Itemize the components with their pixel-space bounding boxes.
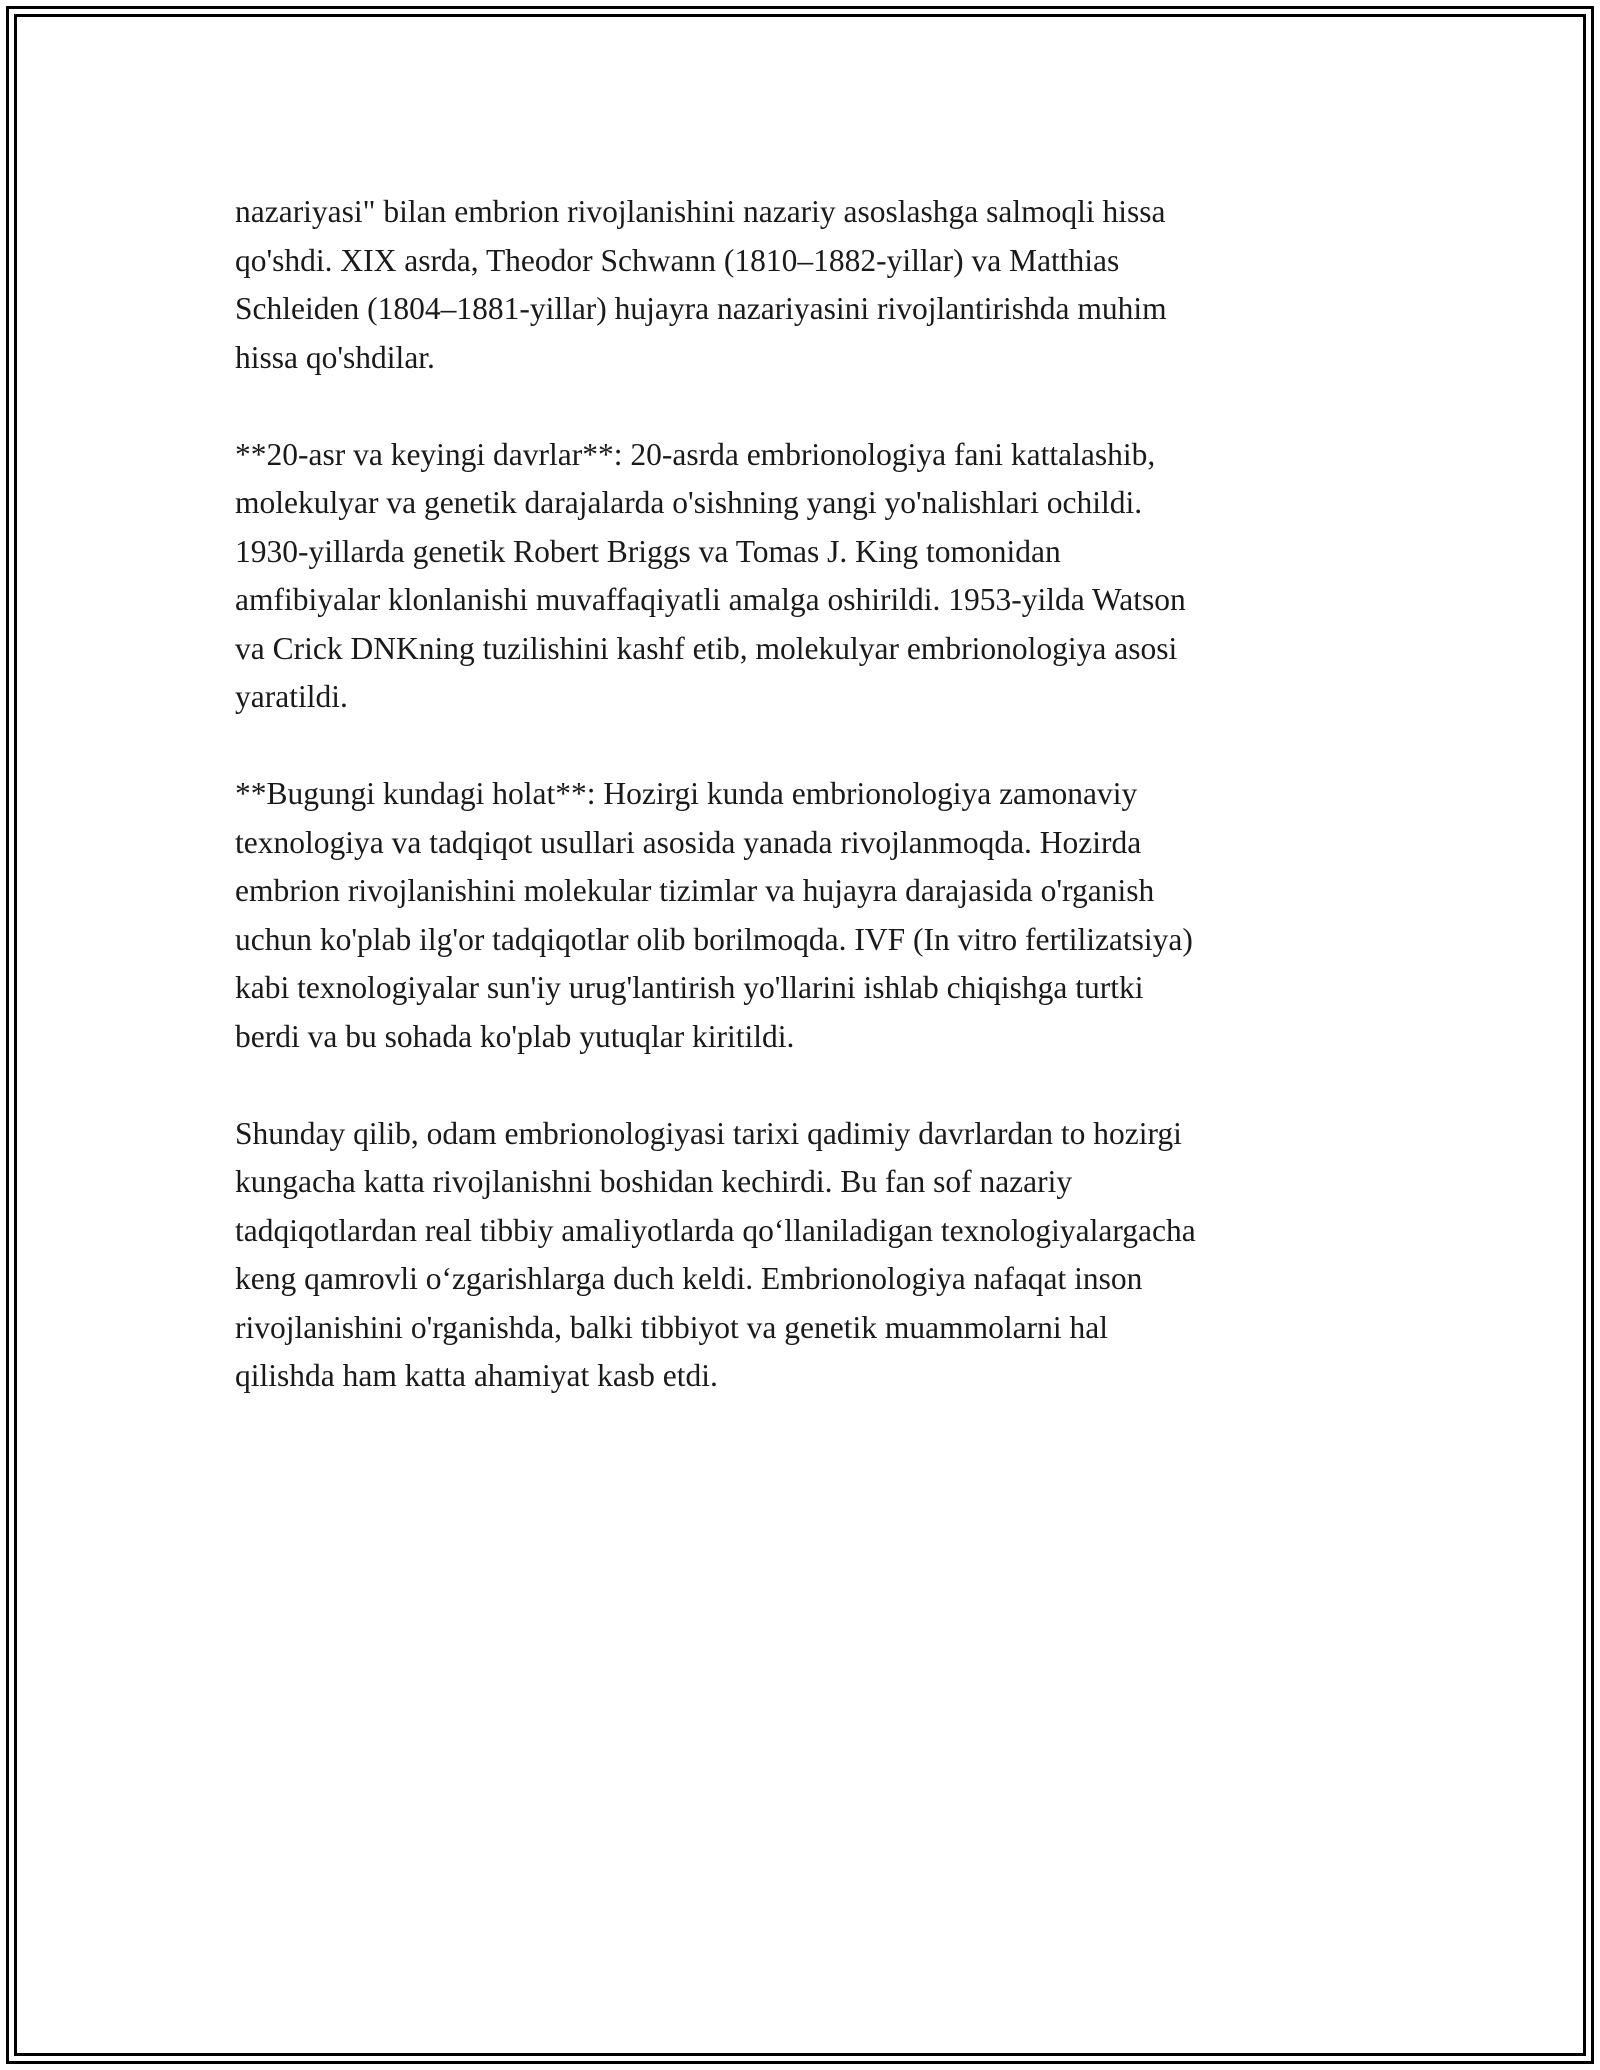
paragraph-current-state: **Bugungi kundagi holat**: Hozirgi kunda embrionologiya zamonaviy texnologiya va tadqiqot usullari asosida yanada rivojlanmoqda. Hozirda embrion rivojlanishini molekular tizimlar va hujayra darajasida o'rganish uchun ko'plab ilg'or tadqiqotlar olib borilmoqda. IVF (In vitro fertilizatsiya) kabi texnologiyalar sun'iy urug'lantirish yo'llarini ishlab chiqishga turtki berdi va bu sohada ko'plab yutuqlar kiritildi. [235, 776, 1193, 1054]
paragraph-conclusion: Shunday qilib, odam embrionologiyasi tarixi qadimiy davrlardan to hozirgi kungacha katta rivojlanishni boshidan kechirdi. Bu fan sof nazariy tadqiqotlardan real tibbiy amaliyotlarda qo‘llaniladigan texnologiyalargacha keng qamrovli o‘zgarishlarga duch keldi. Embrionologiya nafaqat inson rivojlanishini o'rganishda, balki tibbiyot va genetik muammolarni hal qilishda ham katta ahamiyat kasb etdi. [235, 1115, 1196, 1393]
paragraph-cell-theory: nazariyasi" bilan embrion rivojlanishini nazariy asoslashga salmoqli hissa qo'shdi. XIX asrda, Theodor Schwann (1810–1882-yillar) va Matthias Schleiden (1804–1881-yillar) hujayra nazariyasini rivojlantirishda muhim hissa qo'shdilar. [235, 194, 1167, 375]
document-body [235, 188, 1365, 1449]
paragraph-20th-century: **20-asr va keyingi davrlar**: 20-asrda embrionologiya fani kattalashib, molekulyar va genetik darajalarda o'sishning yangi yo'nalishlari ochildi. 1930-yillarda genetik Robert Briggs va Tomas J. King tomonidan amfibiyalar klonlanishi muvaffaqiyatli amalga oshirildi. 1953-yilda Watson va Crick DNKning tuzilishini kashf etib, molekulyar embrionologiya asosi yaratildi. [235, 436, 1186, 714]
